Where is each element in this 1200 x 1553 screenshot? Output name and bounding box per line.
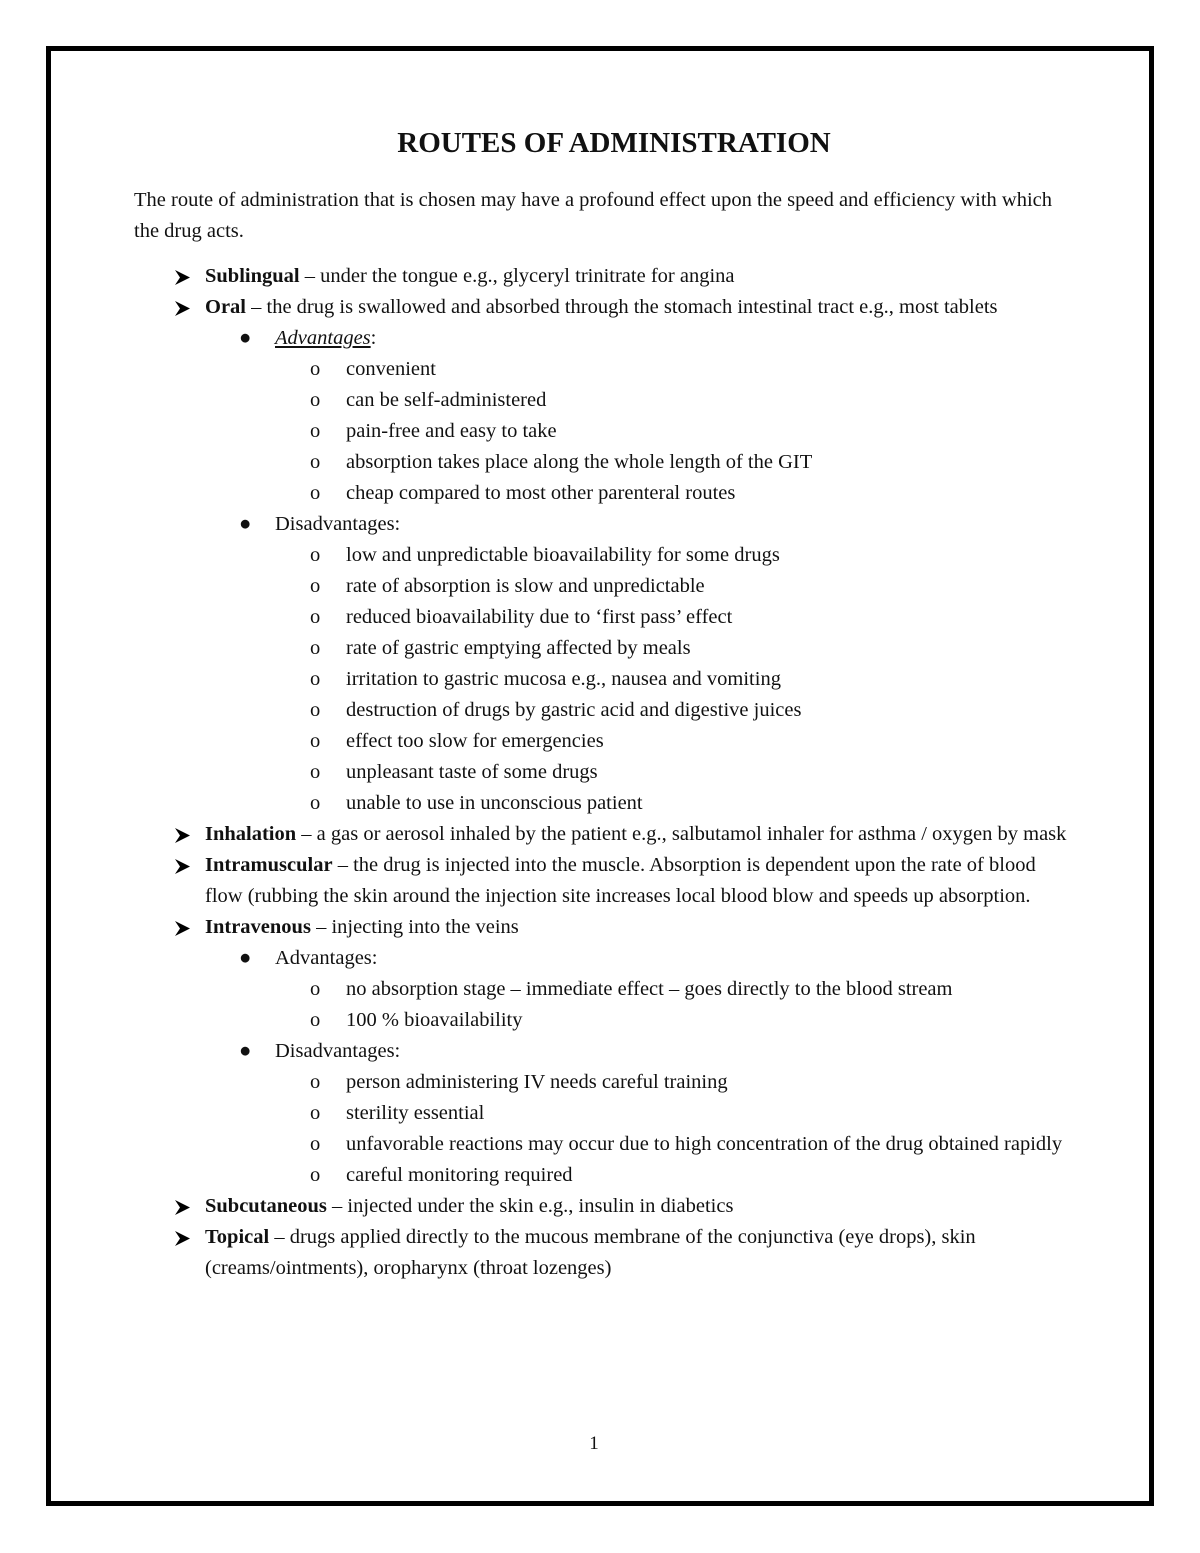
- sublist-item: [134, 509, 1074, 819]
- advantages-label: Advantages:: [275, 947, 378, 969]
- circle-bullet-icon: o: [310, 482, 321, 504]
- list-item: [134, 540, 1074, 571]
- list-item: [134, 974, 1074, 1005]
- item-text: pain-free and easy to take: [346, 420, 557, 442]
- item-text: can be self-administered: [346, 389, 547, 411]
- route-name: Subcutaneous: [205, 1195, 327, 1217]
- circle-bullet-icon: o: [310, 699, 321, 721]
- circle-bullet-icon: o: [310, 1133, 321, 1155]
- route-item: [134, 1222, 1074, 1284]
- route-desc: – the drug is swallowed and absorbed through the stomach intestinal tract e.g., most tablets: [246, 296, 998, 318]
- list-item: [134, 602, 1074, 633]
- item-text: cheap compared to most other parenteral routes: [346, 482, 736, 504]
- document-title: ROUTES OF ADMINISTRATION: [397, 127, 831, 159]
- list-item: [134, 447, 1074, 478]
- route-item: [134, 850, 1074, 912]
- item-text: unable to use in unconscious patient: [346, 792, 643, 814]
- list-item: [134, 757, 1074, 788]
- item-text: rate of absorption is slow and unpredictable: [346, 575, 705, 597]
- disadvantages-label: Disadvantages:: [275, 1040, 401, 1062]
- route-desc: – a gas or aerosol inhaled by the patient e.g., salbutamol inhaler for asthma / oxygen by mask: [296, 823, 1067, 845]
- route-item: [134, 1191, 1074, 1222]
- item-text: convenient: [346, 358, 436, 380]
- route-name: Intravenous: [205, 916, 311, 938]
- list-item: [134, 416, 1074, 447]
- list-item: [134, 571, 1074, 602]
- item-text: 100 % bioavailability: [346, 1009, 523, 1031]
- route-item: [134, 819, 1074, 850]
- arrow-bullet-icon: [170, 261, 194, 292]
- disc-bullet-icon: ●: [239, 947, 252, 969]
- item-text: absorption takes place along the whole length of the GIT: [346, 451, 813, 473]
- sublist-item: [134, 1036, 1074, 1191]
- circle-bullet-icon: o: [310, 730, 321, 752]
- label-colon: :: [370, 327, 377, 349]
- circle-bullet-icon: o: [310, 606, 321, 628]
- circle-bullet-icon: o: [310, 389, 321, 411]
- item-text: low and unpredictable bioavailability for some drugs: [346, 544, 780, 566]
- route-name: Sublingual: [205, 265, 300, 287]
- item-text: careful monitoring required: [346, 1164, 573, 1186]
- route-item: [134, 261, 1074, 292]
- route-desc: – the drug is injected into the muscle. Absorption is dependent upon the rate of blood flow (rubbing the skin around the injection site increases local blood blow and speeds up absorption.: [205, 854, 1036, 907]
- list-item: [134, 664, 1074, 695]
- item-text: effect too slow for emergencies: [346, 730, 604, 752]
- circle-bullet-icon: o: [310, 978, 321, 1000]
- route-name: Oral: [205, 296, 246, 318]
- circle-bullet-icon: o: [310, 1164, 321, 1186]
- item-text: unpleasant taste of some drugs: [346, 761, 598, 783]
- circle-bullet-icon: o: [310, 1009, 321, 1031]
- arrow-bullet-icon: [170, 1222, 194, 1253]
- page-number: 1: [589, 1433, 599, 1454]
- arrow-bullet-icon: [170, 912, 194, 943]
- item-text: irritation to gastric mucosa e.g., nausea and vomiting: [346, 668, 781, 690]
- list-item: [134, 1160, 1074, 1191]
- sublist: [134, 323, 1074, 819]
- list-item: [134, 1129, 1074, 1160]
- disc-bullet-icon: ●: [239, 327, 252, 349]
- routes-list: [134, 261, 1074, 1284]
- disadvantages-list: [134, 1067, 1074, 1191]
- circle-bullet-icon: o: [310, 544, 321, 566]
- disadvantages-label: Disadvantages:: [275, 513, 401, 535]
- circle-bullet-icon: o: [310, 358, 321, 380]
- arrow-bullet-icon: [170, 292, 194, 323]
- item-text: person administering IV needs careful training: [346, 1071, 728, 1093]
- item-text: unfavorable reactions may occur due to high concentration of the drug obtained rapidly: [346, 1133, 1063, 1155]
- circle-bullet-icon: o: [310, 420, 321, 442]
- advantages-list: [134, 354, 1074, 509]
- route-name: Intramuscular: [205, 854, 333, 876]
- document-body: [134, 118, 1074, 1284]
- advantages-label: Advantages: [275, 327, 371, 349]
- route-name: Topical: [205, 1226, 270, 1248]
- item-text: reduced bioavailability due to ‘first pass’ effect: [346, 606, 733, 628]
- route-desc: – drugs applied directly to the mucous membrane of the conjunctiva (eye drops), skin (creams/ointments), oropharynx (throat lozenges): [205, 1226, 976, 1279]
- route-desc: – injected under the skin e.g., insulin in diabetics: [326, 1195, 734, 1217]
- list-item: [134, 478, 1074, 509]
- route-name: Inhalation: [205, 823, 297, 845]
- sublist-item: [134, 943, 1074, 1036]
- route-item: [134, 912, 1074, 1191]
- circle-bullet-icon: o: [310, 761, 321, 783]
- intro-paragraph: The route of administration that is chosen may have a profound effect upon the speed and efficiency with which the drug acts.: [134, 189, 1053, 242]
- item-text: sterility essential: [346, 1102, 485, 1124]
- circle-bullet-icon: o: [310, 637, 321, 659]
- route-item: [134, 292, 1074, 819]
- route-desc: – injecting into the veins: [310, 916, 519, 938]
- circle-bullet-icon: o: [310, 1102, 321, 1124]
- circle-bullet-icon: o: [310, 575, 321, 597]
- circle-bullet-icon: o: [310, 451, 321, 473]
- item-text: rate of gastric emptying affected by meals: [346, 637, 691, 659]
- list-item: [134, 385, 1074, 416]
- disc-bullet-icon: ●: [239, 513, 252, 535]
- list-item: [134, 633, 1074, 664]
- advantages-list: [134, 974, 1074, 1036]
- list-item: [134, 788, 1074, 819]
- sublist: [134, 943, 1074, 1191]
- list-item: [134, 1098, 1074, 1129]
- disc-bullet-icon: ●: [239, 1040, 252, 1062]
- arrow-bullet-icon: [170, 819, 194, 850]
- arrow-bullet-icon: [170, 1191, 194, 1222]
- circle-bullet-icon: o: [310, 792, 321, 814]
- disadvantages-list: [134, 540, 1074, 819]
- sublist-item: [134, 323, 1074, 509]
- route-desc: – under the tongue e.g., glyceryl trinitrate for angina: [299, 265, 735, 287]
- arrow-bullet-icon: [170, 850, 194, 881]
- circle-bullet-icon: o: [310, 1071, 321, 1093]
- list-item: [134, 726, 1074, 757]
- list-item: [134, 354, 1074, 385]
- list-item: [134, 1067, 1074, 1098]
- circle-bullet-icon: o: [310, 668, 321, 690]
- item-text: no absorption stage – immediate effect – goes directly to the blood stream: [346, 978, 953, 1000]
- list-item: [134, 1005, 1074, 1036]
- list-item: [134, 695, 1074, 726]
- item-text: destruction of drugs by gastric acid and digestive juices: [346, 699, 802, 721]
